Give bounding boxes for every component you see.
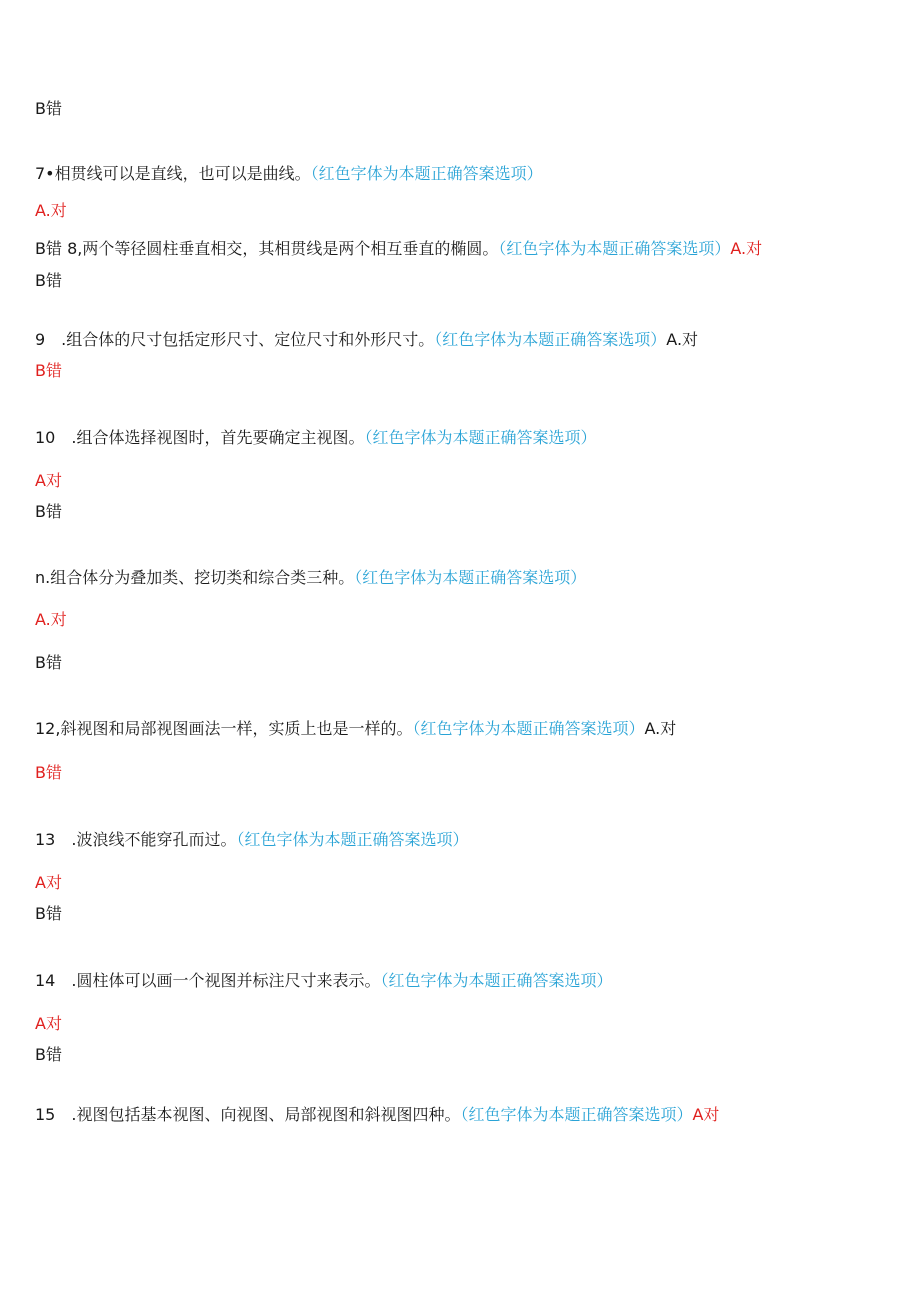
option-text: B错: [35, 239, 68, 258]
answer-note: （红色字体为本题正确答案选项）: [498, 239, 731, 258]
question-11: [35, 567, 586, 589]
option-text: A.对: [730, 239, 763, 258]
question-text: 12,斜视图和局部视图画法一样，实质上也是一样的。: [35, 719, 413, 738]
question-text: 14 .圆柱体可以画一个视图并标注尺寸来表示。: [35, 971, 381, 990]
option-a: [35, 1013, 62, 1035]
option-b: [35, 762, 62, 784]
answer-note: （红色字体为本题正确答案选项）: [412, 719, 645, 738]
question-text: n.组合体分为叠加类、挖切类和综合类三种。: [35, 568, 355, 587]
question-13: [35, 829, 468, 851]
option-text: A对: [35, 873, 62, 892]
question-text: 8,两个等径圆柱垂直相交，其相贯线是两个相互垂直的椭圆。: [67, 239, 499, 258]
answer-note: （红色字体为本题正确答案选项）: [310, 164, 543, 183]
question-7: [35, 163, 543, 185]
option-text: A对: [35, 471, 62, 490]
option-a: [35, 200, 67, 222]
option-text: B错: [35, 763, 62, 782]
question-9: [35, 329, 698, 351]
question-text: 7•相贯线可以是直线，也可以是曲线。: [35, 164, 311, 183]
option-text: B错: [35, 361, 62, 380]
question-8: [35, 238, 762, 260]
option-b: [35, 903, 62, 925]
question-text: 13 .波浪线不能穿孔而过。: [35, 830, 237, 849]
option-b: [35, 1044, 62, 1066]
question-14: [35, 970, 612, 992]
option-text: B错: [35, 271, 62, 290]
option-text: A.对: [35, 610, 67, 629]
answer-note: （红色字体为本题正确答案选项）: [364, 428, 597, 447]
option-text: A.对: [35, 201, 67, 220]
option-text: A对: [35, 1014, 62, 1033]
option-text: B错: [35, 502, 62, 521]
answer-note: （红色字体为本题正确答案选项）: [380, 971, 613, 990]
option-text: B错: [35, 1045, 62, 1064]
question-12: [35, 718, 676, 740]
question-15: [35, 1104, 719, 1126]
option-b: [35, 501, 62, 523]
answer-note: （红色字体为本题正确答案选项）: [236, 830, 469, 849]
option-a: [35, 470, 62, 492]
option-text: B错: [35, 99, 62, 118]
answer-note: （红色字体为本题正确答案选项）: [434, 330, 667, 349]
option-b: [35, 98, 62, 120]
option-a: [35, 872, 62, 894]
question-text: 9 .组合体的尺寸包括定形尺寸、定位尺寸和外形尺寸。: [35, 330, 435, 349]
option-b: [35, 652, 62, 674]
question-text: 15 .视图包括基本视图、向视图、局部视图和斜视图四种。: [35, 1105, 461, 1124]
option-b: [35, 270, 62, 292]
option-text: B错: [35, 904, 62, 923]
answer-note: （红色字体为本题正确答案选项）: [460, 1105, 693, 1124]
option-b: [35, 360, 62, 382]
question-10: [35, 427, 596, 449]
option-a: [35, 609, 67, 631]
question-text: 10 .组合体选择视图时，首先要确定主视图。: [35, 428, 365, 447]
option-text: A.对: [666, 330, 699, 349]
answer-note: （红色字体为本题正确答案选项）: [354, 568, 587, 587]
option-text: B错: [35, 653, 62, 672]
option-text: A.对: [644, 719, 677, 738]
option-text: A对: [692, 1105, 720, 1124]
